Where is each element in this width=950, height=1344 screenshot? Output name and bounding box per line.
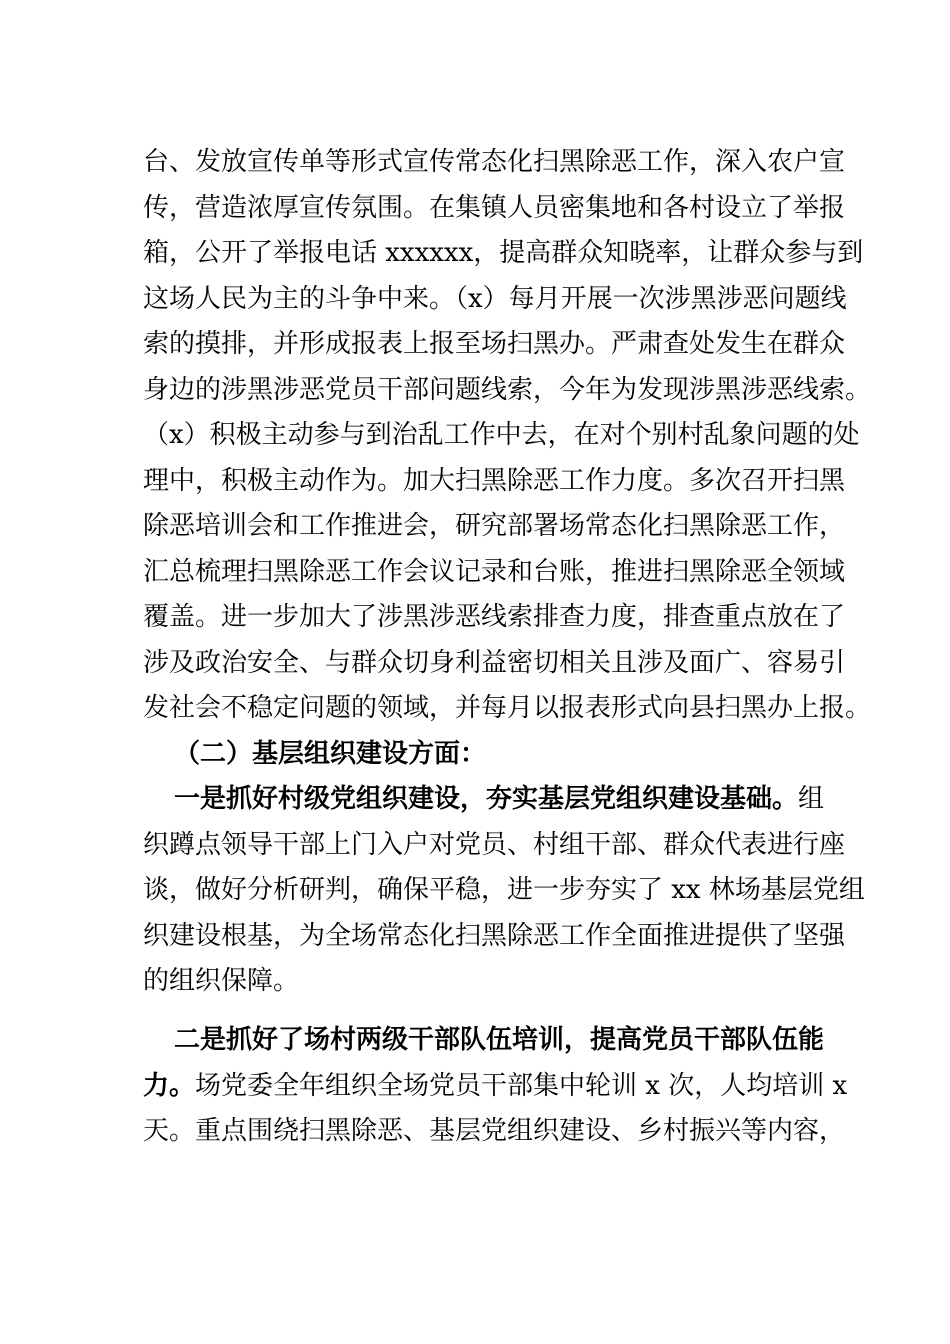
body-line-6: 身边的涉黑涉恶党员干部问题线索，今年为发现涉黑涉恶线索。 (143, 375, 872, 405)
body-line-10: 汇总梳理扫黑除恶工作会议记录和台账，推进扫黑除恶全领域 (143, 557, 846, 587)
para2-line-2 (143, 1064, 847, 1108)
para1-line-5: 的组织保障。 (143, 966, 300, 996)
para1-first-line (174, 777, 824, 821)
para1-rest: 组 (798, 784, 825, 814)
body-line-9: 除恶培训会和工作推进会，研究部署场常态化扫黑除恶工作， (143, 511, 846, 541)
body-line-1: 台、发放宣传单等形式宣传常态化扫黑除恶工作，深入农户宣 (143, 147, 846, 177)
body-line-7: （x）积极主动参与到治乱工作中去，在对个别村乱象问题的处 (143, 420, 860, 450)
para2-rest: 场党委全年组织全场党员干部集中轮训 x 次，人均培训 x (195, 1071, 848, 1101)
para1-lead: 一是抓好村级党组织建设，夯实基层党组织建设基础。 (174, 784, 799, 814)
body-line-4: 这场人民为主的斗争中来。（x）每月开展一次涉黑涉恶问题线 (143, 284, 847, 314)
para1-line-2: 织蹲点领导干部上门入户对党员、村组干部、群众代表进行座 (143, 830, 846, 860)
body-line-5: 索的摸排，并形成报表上报至场扫黑办。严肃查处发生在群众 (143, 329, 846, 359)
body-line-11: 覆盖。进一步加大了涉黑涉恶线索排查力度，排查重点放在了 (143, 602, 846, 632)
section-heading: （二）基层组织建设方面： (174, 739, 487, 769)
body-line-8: 理中，积极主动作为。加大扫黑除恶工作力度。多次召开扫黑 (143, 466, 846, 496)
para2-lead: 二是抓好了场村两级干部队伍培训，提高党员干部队伍能 (174, 1025, 825, 1055)
body-line-13: 发社会不稳定问题的领域，并每月以报表形式向县扫黑办上报。 (143, 693, 872, 723)
para1-line-4: 织建设根基，为全场常态化扫黑除恶工作全面推进提供了坚强 (143, 921, 846, 951)
para2-lead-end: 力。 (143, 1071, 196, 1101)
para1-line-3: 谈，做好分析研判，确保平稳，进一步夯实了 xx 林场基层党组 (143, 875, 865, 905)
body-line-12: 涉及政治安全、与群众切身利益密切相关且涉及面广、容易引 (143, 648, 846, 678)
body-line-3: 箱，公开了举报电话 xxxxxx，提高群众知晓率，让群众参与到 (143, 238, 864, 268)
body-line-2: 传，营造浓厚宣传氛围。在集镇人员密集地和各村设立了举报 (143, 193, 846, 223)
para2-line-3: 天。重点围绕扫黑除恶、基层党组织建设、乡村振兴等内容， (143, 1116, 846, 1146)
